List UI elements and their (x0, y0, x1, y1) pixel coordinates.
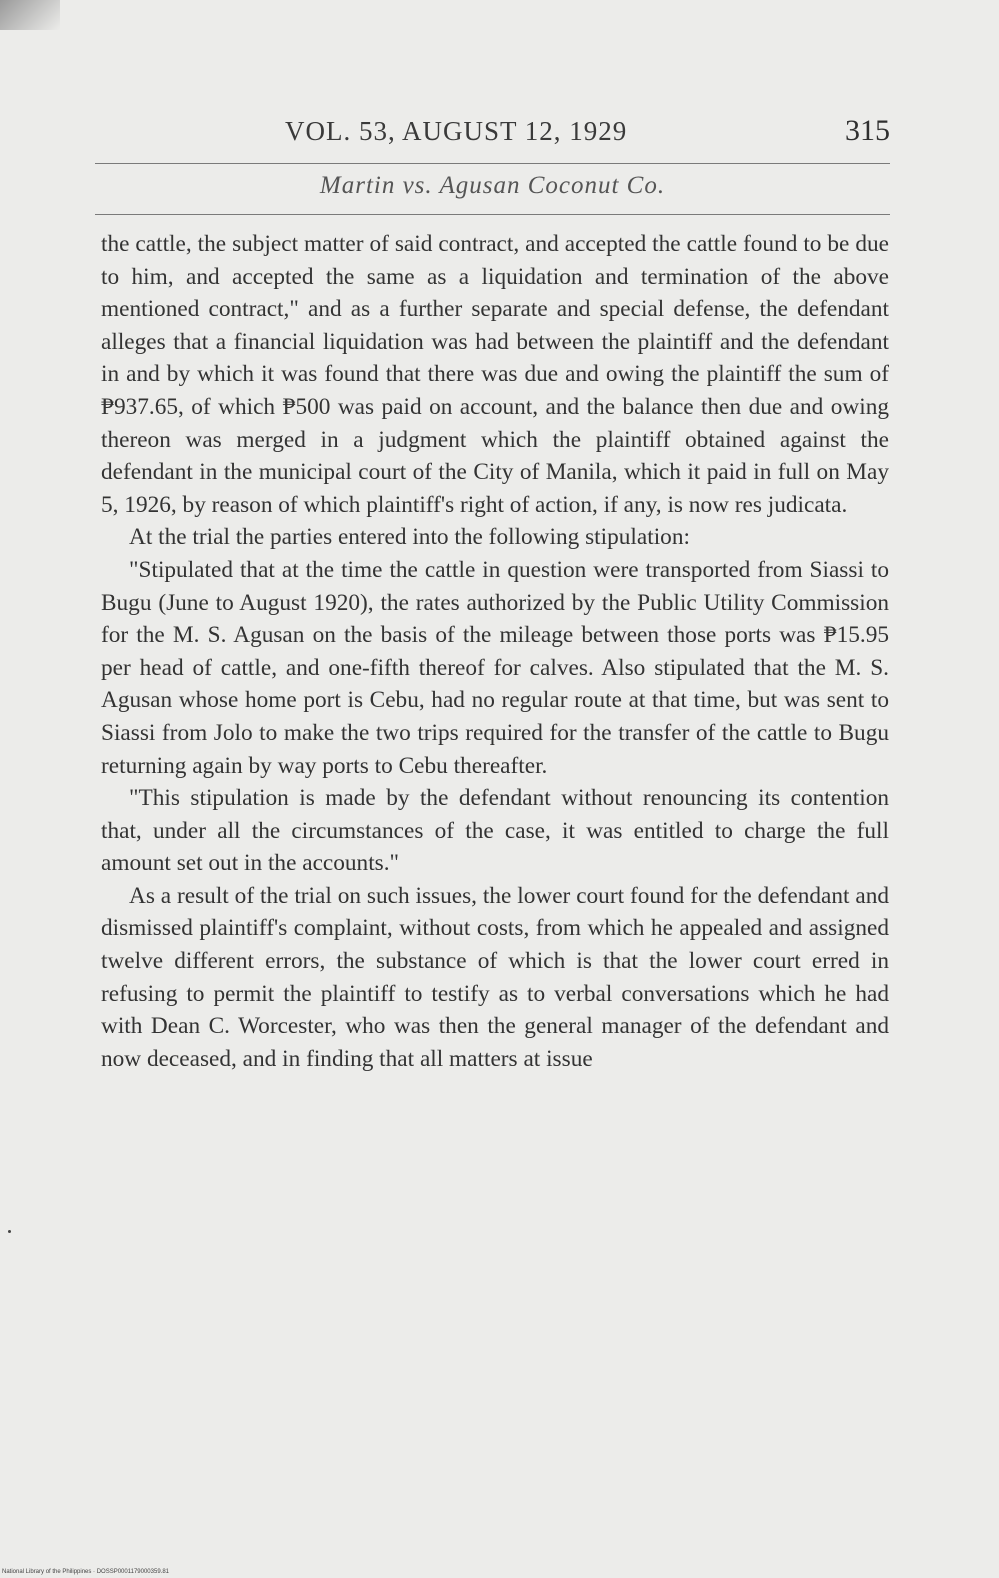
header-rule-top (95, 163, 890, 164)
page-header (95, 112, 890, 162)
header-rule-bottom (95, 214, 890, 215)
paragraph: As a result of the trial on such issues, the lower court found for the defendant and dismissed plaintiff's complaint, without costs, from which he appealed and assigned twelve different errors, the substance of which is that the lower court erred in refusing to permit the plaintiff to testify as to verbal conversations which he had with Dean C. Worcester, who was then the general manager of the defendant and now deceased, and in finding that all matters at issue (101, 882, 889, 1072)
scan-speck (8, 1230, 11, 1233)
paragraph: "Stipulated that at the time the cattle in question were transported from Siassi to Bugu (June to August 1920), the rates authorized by the Public Utility Commission for the M. S. Agusan on the basis of the mileage between those ports was ₱15.95 per head of cattle, and one-fifth thereof for calves. Also stipulated that the M. S. Agusan whose home port is Cebu, had no regular route at that time, but was sent to Siassi from Jolo to make the two trips required for the transfer of the cattle to Bugu returning again by way ports to Cebu thereafter. (101, 556, 889, 779)
paragraph: "This stipulation is made by the defendant without renouncing its contention that, under all the circumstances of the case, it was entitled to charge the full amount set out in the accounts." (101, 785, 889, 877)
paragraph: At the trial the parties entered into the following stipulation: (129, 524, 690, 551)
scan-shadow (0, 0, 60, 30)
paragraph: the cattle, the subject matter of said contract, and accepted the cattle found to be due to him, and accepted the same as a liquidation and termination of the above mentioned contract," and as a further separate and special defense, the defendant alleges that a financial liquidation was had between the plaintiff and the defendant in and by which it was found that there was due and owing the plaintiff the sum of ₱937.65, of which ₱500 was paid on account, and the balance then due and owing thereon was merged in a judgment which the plaintiff obtained against the defendant in the municipal court of the City of Manila, which it paid in full on May 5, 1926, by reason of which plaintiff's right of action, if any, is now res judicata. (101, 231, 889, 518)
page-number: 315 (845, 114, 890, 147)
running-head: VOL. 53, AUGUST 12, 1929 (285, 116, 628, 146)
body-text (101, 228, 889, 1075)
case-title: Martin vs. Agusan Coconut Co. (319, 172, 666, 199)
footer-note: National Library of the Philippines · DOSSP0001179000359.81 (2, 1569, 169, 1575)
